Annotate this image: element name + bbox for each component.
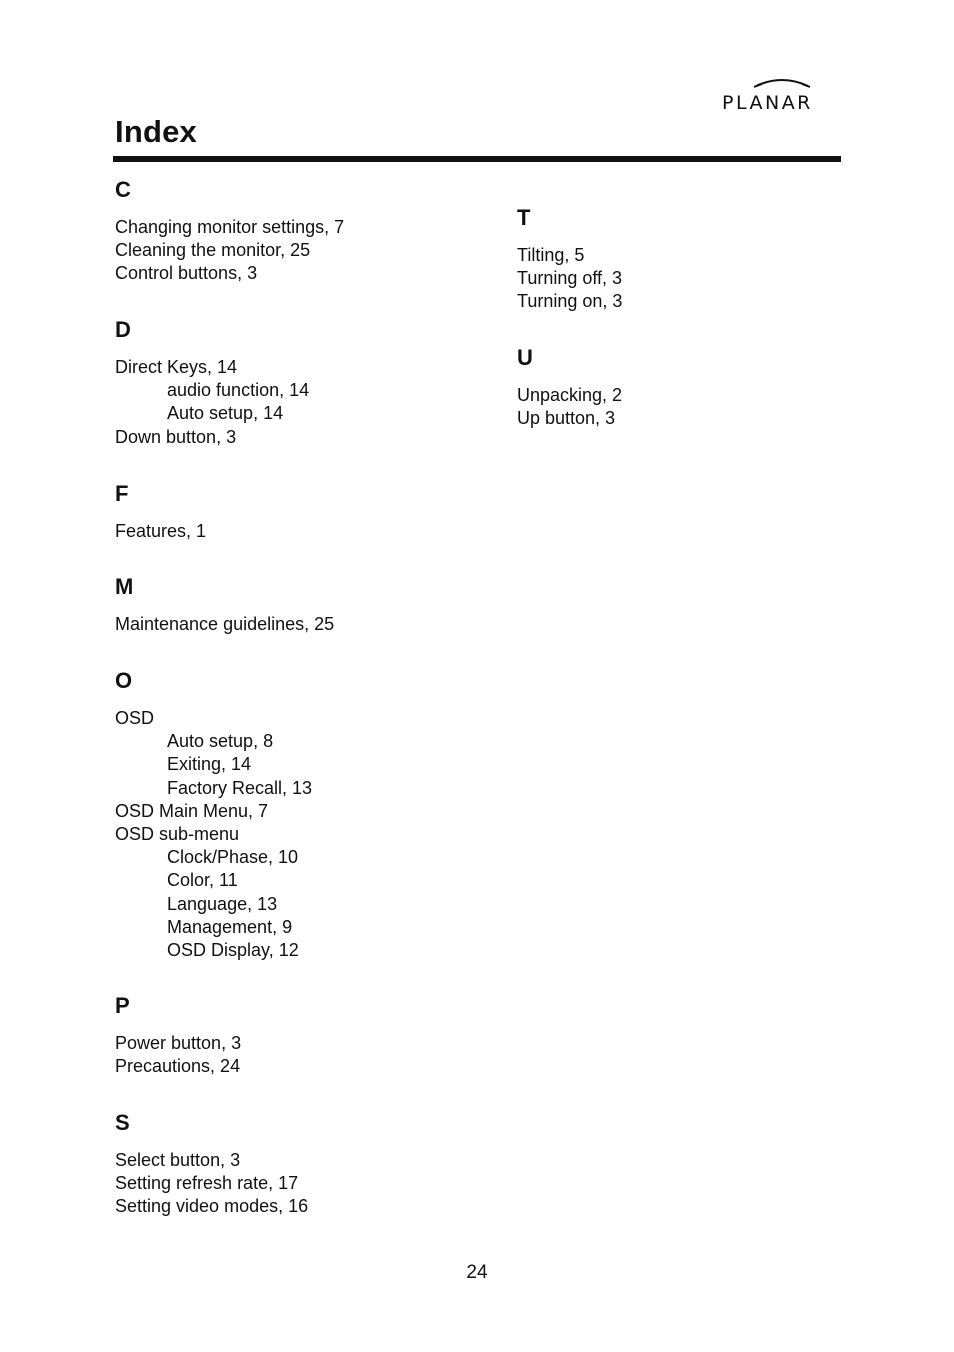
index-section-f (115, 480, 495, 543)
index-entry: Direct Keys, 14 (115, 357, 238, 377)
title-rule (113, 156, 841, 162)
index-section-u (517, 344, 837, 430)
index-subentry: Clock/Phase, 10 (167, 847, 299, 868)
index-subentry: Language, 13 (167, 893, 278, 914)
index-entry: Turning on, 3 (517, 291, 623, 312)
section-letter: U (517, 345, 533, 370)
index-section-c (115, 176, 495, 286)
index-section-s (115, 1109, 495, 1219)
index-entry: Up button, 3 (517, 408, 616, 429)
index-section-o (115, 667, 495, 962)
index-entry: OSD (115, 708, 155, 728)
index-entry: Setting video modes, 16 (115, 1196, 309, 1217)
index-entry: Power button, 3 (115, 1033, 242, 1053)
index-entry: Turning off, 3 (517, 268, 623, 289)
index-subentry: Color, 11 (167, 870, 238, 891)
index-entry: Precautions, 24 (115, 1056, 241, 1077)
section-letter: S (115, 1110, 130, 1135)
index-section-p (115, 992, 495, 1078)
section-letter: O (115, 668, 133, 693)
index-subentry: OSD Display, 12 (167, 940, 299, 961)
section-letter: D (115, 317, 131, 342)
index-entry: Maintenance guidelines, 25 (115, 614, 335, 634)
section-letter: C (115, 177, 131, 202)
index-subentry: audio function, 14 (167, 380, 310, 401)
index-entry: Down button, 3 (115, 426, 237, 447)
planar-logo (722, 76, 842, 116)
index-entry: Select button, 3 (115, 1150, 241, 1170)
page-number: 24 (466, 1262, 488, 1283)
index-entry: OSD Main Menu, 7 (115, 800, 269, 821)
index-subentry: Management, 9 (167, 916, 293, 937)
index-entry: Control buttons, 3 (115, 263, 258, 284)
index-subentry: Auto setup, 8 (167, 731, 274, 752)
index-entry: OSD sub-menu (115, 824, 240, 845)
section-letter: T (517, 205, 531, 230)
index-entry: Cleaning the monitor, 25 (115, 240, 311, 261)
index-section-d (115, 316, 495, 449)
index-entry: Setting refresh rate, 17 (115, 1173, 299, 1194)
page-title: Index (115, 114, 197, 149)
section-letter: M (115, 574, 134, 599)
index-section-t (517, 204, 837, 314)
planar-arc-icon (752, 76, 812, 90)
index-subentry: Factory Recall, 13 (167, 777, 313, 798)
index-entry: Tilting, 5 (517, 245, 585, 265)
section-letter: F (115, 481, 129, 506)
index-section-m (115, 573, 495, 636)
index-subentry: Exiting, 14 (167, 754, 252, 775)
index-entry: Unpacking, 2 (517, 385, 623, 405)
section-letter: P (115, 993, 130, 1018)
index-entry: Changing monitor settings, 7 (115, 217, 345, 237)
index-subentry: Auto setup, 14 (167, 403, 284, 424)
logo-wordmark: PLANAR (722, 92, 813, 114)
index-entry: Features, 1 (115, 521, 207, 541)
